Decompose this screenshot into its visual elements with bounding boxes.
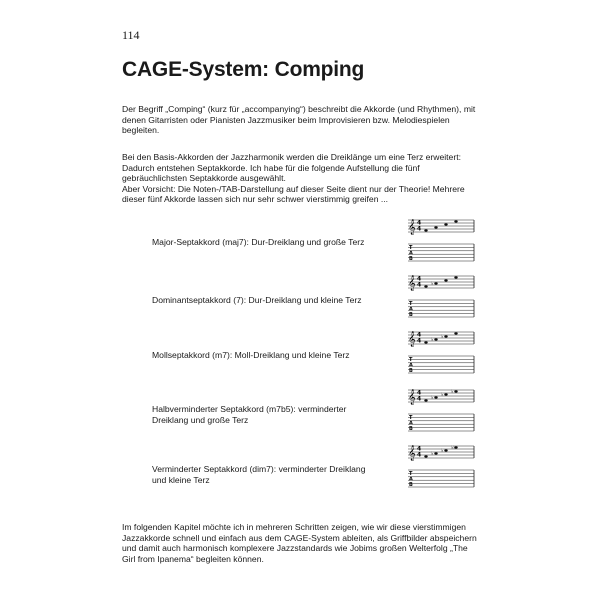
flat-accidental: ♭ xyxy=(441,334,444,340)
flat-accidental: ♭♭ xyxy=(451,445,456,451)
note-head xyxy=(424,229,427,231)
note-head xyxy=(434,452,437,454)
flat-accidental: ♭ xyxy=(431,395,434,401)
time-signature: 4 xyxy=(417,219,422,227)
time-signature: 4 xyxy=(417,225,422,233)
notation-m7 xyxy=(406,330,476,376)
time-signature: 4 xyxy=(417,337,422,345)
tab-letter: T xyxy=(409,471,413,477)
treble-clef-icon: 𝄞 xyxy=(408,446,416,461)
flat-accidental: ♭ xyxy=(431,281,434,287)
tab-letter: T xyxy=(409,245,413,251)
staff-tab-graphic xyxy=(406,388,476,434)
tab-letter: A xyxy=(409,362,413,369)
warning-paragraph: Aber Vorsicht: Die Noten-/TAB-Darstellung auf dieser Seite dient nur der Theorie! Mehrere dieser fünf Akkorde lassen sich nur sehr schwer vierstimmig greifen ... xyxy=(122,183,465,205)
notation-maj7 xyxy=(406,218,476,264)
chord-label-m7b5: Halbverminderter Septakkord (m7b5): verminderter Dreiklang und große Terz xyxy=(152,404,347,425)
note-head xyxy=(434,226,437,228)
chord-label-dim7: Verminderter Septakkord (dim7): verminderter Dreiklang und kleine Terz xyxy=(152,464,366,485)
treble-clef-icon: 𝄞 xyxy=(408,276,416,291)
note-head xyxy=(434,338,437,340)
treble-clef-icon: 𝄞 xyxy=(408,390,416,405)
chord-label-7: Dominantseptakkord (7): Dur-Dreiklang und kleine Terz xyxy=(152,295,362,305)
note-head xyxy=(444,335,447,337)
basis-section xyxy=(122,152,480,205)
staff-tab-graphic xyxy=(406,330,476,376)
note-head xyxy=(424,285,427,287)
tab-letter: T xyxy=(409,301,413,307)
treble-clef-icon: 𝄞 xyxy=(408,332,416,347)
notation-7 xyxy=(406,274,476,320)
basis-paragraph: Bei den Basis-Akkorden der Jazzharmonik werden die Dreiklänge um eine Terz erweitert: Dadurch entstehen Septakkorde. Ich habe für die folgende Aufstellung die fünf gebräuchlichsten Septakkorde ausgewählt. xyxy=(122,152,461,184)
flat-accidental: ♭ xyxy=(441,448,444,454)
time-signature: 4 xyxy=(417,451,422,459)
chord-label-maj7: Major-Septakkord (maj7): Dur-Dreiklang und große Terz xyxy=(152,237,365,247)
time-signature: 4 xyxy=(417,445,422,453)
outro-paragraph: Im folgenden Kapitel möchte ich in mehreren Schritten zeigen, wie wir diese vierstimmigen Jazzakkorde schnell und einfach aus dem CAGE-System ableiten, als Griffbilder abspeichern und damit auch harmonisch komplexere Jazzstandards wie Jobims großen Welterfolg „The Girl from Ipanema“ begleiten können. xyxy=(122,522,477,564)
tab-letter: B xyxy=(409,426,413,432)
staff-tab-graphic xyxy=(406,218,476,264)
tab-letter: B xyxy=(409,368,413,374)
note-head xyxy=(444,393,447,395)
time-signature: 4 xyxy=(417,389,422,397)
note-head xyxy=(454,390,457,392)
tab-letter: A xyxy=(409,420,413,427)
tab-letter: B xyxy=(409,312,413,318)
note-head xyxy=(424,455,427,457)
tab-letter: T xyxy=(409,415,413,421)
intro-paragraph: Der Begriff „Comping“ (kurz für „accompanying“) beschreibt die Akkorde (und Rhythmen), mit denen Gitarristen oder Pianisten Jazzmusiker beim Improvisieren bzw. Melodiespielen begleiten. xyxy=(122,104,476,136)
note-head xyxy=(424,341,427,343)
tab-letter: A xyxy=(409,306,413,313)
tab-letter: A xyxy=(409,250,413,257)
chord-label-m7: Mollseptakkord (m7): Moll-Dreiklang und kleine Terz xyxy=(152,350,350,360)
tab-letter: T xyxy=(409,357,413,363)
note-head xyxy=(434,282,437,284)
note-head xyxy=(424,399,427,401)
time-signature: 4 xyxy=(417,331,422,339)
notation-dim7 xyxy=(406,444,476,490)
page-number: 114 xyxy=(122,28,140,42)
note-head xyxy=(444,449,447,451)
flat-accidental: ♭ xyxy=(431,451,434,457)
tab-letter: A xyxy=(409,476,413,483)
flat-accidental: ♭ xyxy=(451,389,454,395)
flat-accidental: ♭ xyxy=(431,337,434,343)
note-head xyxy=(454,332,457,334)
flat-accidental: ♭ xyxy=(441,392,444,398)
note-head xyxy=(434,396,437,398)
time-signature: 4 xyxy=(417,395,422,403)
tab-letter: B xyxy=(409,256,413,262)
page-title: CAGE-System: Comping xyxy=(122,58,365,81)
note-head xyxy=(454,220,457,222)
staff-tab-graphic xyxy=(406,444,476,490)
tab-letter: B xyxy=(409,482,413,488)
time-signature: 4 xyxy=(417,275,422,283)
staff-tab-graphic xyxy=(406,274,476,320)
notation-m7b5 xyxy=(406,388,476,434)
note-head xyxy=(444,279,447,281)
time-signature: 4 xyxy=(417,281,422,289)
note-head xyxy=(454,276,457,278)
treble-clef-icon: 𝄞 xyxy=(408,220,416,235)
note-head xyxy=(444,223,447,225)
